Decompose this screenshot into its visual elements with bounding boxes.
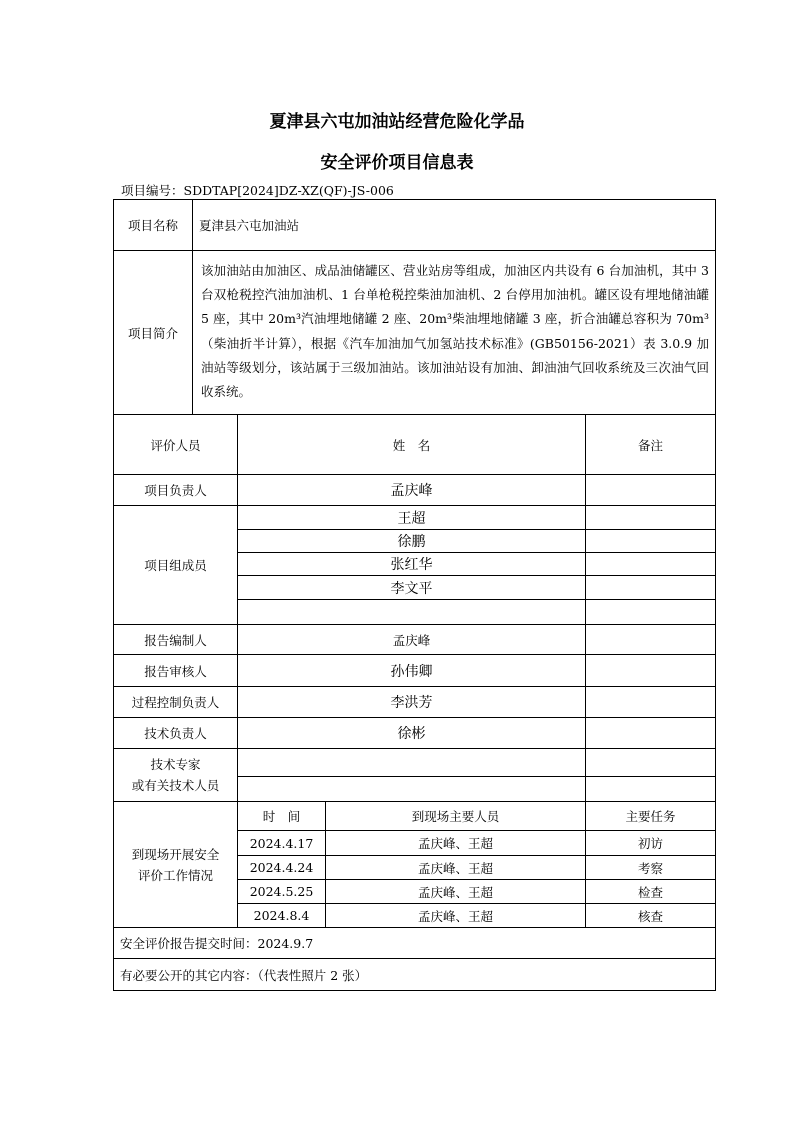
project-name-label: 项目名称 [114,200,193,251]
header-name: 姓 名 [238,415,586,475]
process-control-name: 李洪芳 [238,687,586,718]
remark-cell [586,687,716,718]
team-member: 王超 [238,506,586,530]
report-writer-name: 孟庆峰 [238,625,586,655]
remark-cell [586,600,716,625]
evaluation-personnel-table [113,414,716,991]
onsite-task: 考察 [586,856,716,880]
remark-cell [586,655,716,687]
experts-name-cell [238,749,586,777]
experts-name-cell [238,777,586,802]
document-subtitle: 安全评价项目信息表 [320,153,474,173]
remark-cell [586,530,716,553]
onsite-date: 2024.8.4 [238,904,326,928]
onsite-date: 2024.4.17 [238,831,326,856]
onsite-date: 2024.5.25 [238,880,326,904]
header-role: 评价人员 [114,415,238,475]
team-member [238,600,586,625]
header-remark: 备注 [586,415,716,475]
onsite-people: 孟庆峰、王超 [326,880,586,904]
onsite-label [114,802,238,928]
project-intro-label: 项目简介 [114,251,193,415]
remark-cell [586,576,716,600]
project-leader-label: 项目负责人 [114,475,238,506]
team-member: 李文平 [238,576,586,600]
other-content: 有必要公开的其它内容：（代表性照片 2 张） [114,959,716,991]
project-leader-name: 孟庆峰 [238,475,586,506]
tech-leader-label: 技术负责人 [114,718,238,749]
report-reviewer-label: 报告审核人 [114,655,238,687]
remark-cell [586,777,716,802]
remark-cell [586,553,716,576]
onsite-task: 检查 [586,880,716,904]
report-reviewer-name: 孙伟卿 [238,655,586,687]
remark-cell [586,749,716,777]
project-intro-text: 该加油站由加油区、成品油储罐区、营业站房等组成，加油区内共设有 6 台加油机，其中 3 台双枪税控汽油加油机、1 台单枪税控柴油加油机、2 台停用加油机。罐区设有埋地储油罐 5 座，其中 20m³汽油埋地储罐 2 座、20m³柴油埋地储罐 3 座，折合油罐总容积为 70m³（柴油折半计算），根据《汽车加油加气加氢站技术标准》(GB50156-2021）表 3.0.9 加油站等级划分，该站属于三级加油站。该加油站设有加油、卸油油气回收系统及三次油气回收系统。 [193,251,716,415]
project-name-value: 夏津县六屯加油站 [193,200,716,251]
team-member: 张红华 [238,553,586,576]
submit-time: 安全评价报告提交时间：2024.9.7 [114,928,716,959]
report-writer-label: 报告编制人 [114,625,238,655]
onsite-people: 孟庆峰、王超 [326,856,586,880]
remark-cell [586,625,716,655]
team-label: 项目组成员 [114,506,238,625]
remark-cell [586,718,716,749]
onsite-task: 核查 [586,904,716,928]
onsite-col-time: 时 间 [238,802,326,831]
onsite-people: 孟庆峰、王超 [326,904,586,928]
remark-cell [586,506,716,530]
experts-label-line2: 或有关技术人员 [131,778,220,793]
onsite-label-line1: 到现场开展安全 [131,846,220,862]
tech-leader-name: 徐彬 [238,718,586,749]
onsite-date: 2024.4.24 [238,856,326,880]
onsite-label-line2: 评价工作情况 [137,867,213,883]
experts-label [114,749,238,802]
project-number: 项目编号：SDDTAP[2024]DZ-XZ(QF)-JS-006 [121,183,394,198]
team-member: 徐鹏 [238,530,586,553]
onsite-col-people: 到现场主要人员 [326,802,586,831]
project-info-table [113,199,716,415]
process-control-label: 过程控制负责人 [114,687,238,718]
document-title: 夏津县六屯加油站经营危险化学品 [269,112,525,132]
onsite-col-task: 主要任务 [586,802,716,831]
onsite-people: 孟庆峰、王超 [326,831,586,856]
onsite-task: 初访 [586,831,716,856]
experts-label-line1: 技术专家 [150,757,201,772]
remark-cell [586,475,716,506]
